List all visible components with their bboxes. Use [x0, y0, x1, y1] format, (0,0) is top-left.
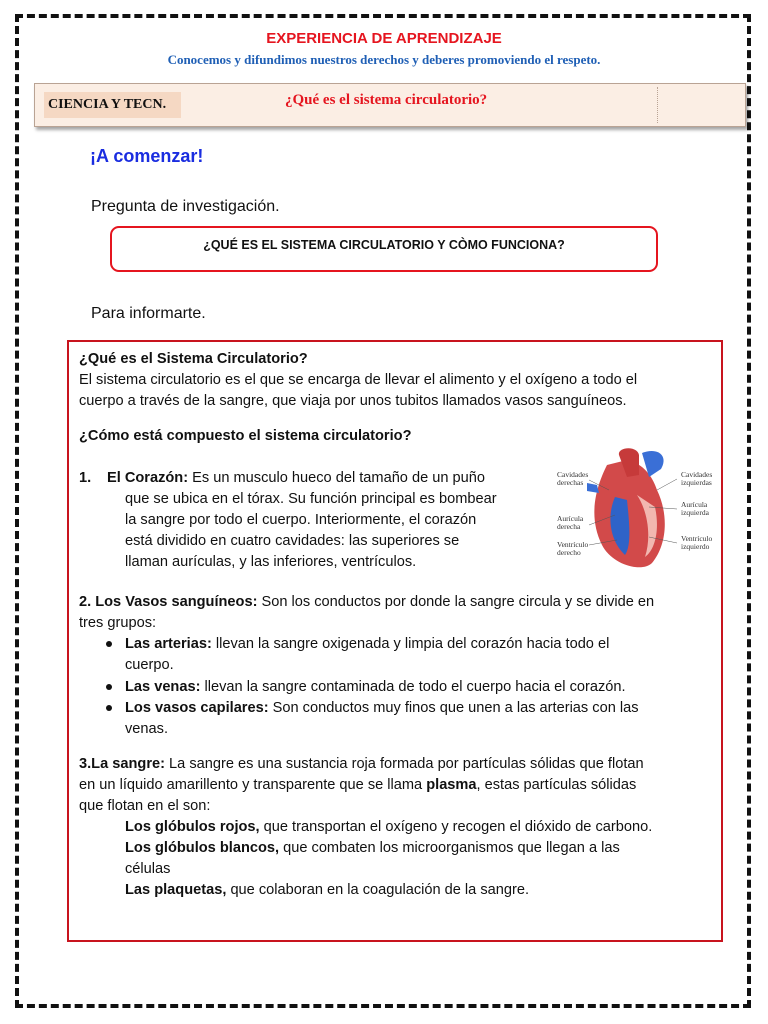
bullet-dot — [106, 705, 112, 711]
heart-label: Aurícula izquierda — [681, 500, 709, 517]
heart-label: Cavidades derechas — [557, 470, 589, 487]
list-item-capillaries — [125, 698, 639, 719]
section-number: 1. — [79, 470, 92, 486]
heart-label: Cavidades izquierdas — [681, 470, 713, 487]
list-item-text: cuerpo. — [125, 657, 174, 673]
blood-cell-text: que combaten los microorganismos que llegan a las — [279, 840, 620, 856]
section-blood-text: La sangre es una sustancia roja formada por partículas sólidas que flotan — [164, 756, 644, 772]
section-blood-line — [79, 754, 644, 775]
info-box — [67, 340, 723, 942]
blood-cell-red — [125, 817, 652, 838]
question-composition: ¿Cómo está compuesto el sistema circulatorio? — [79, 428, 412, 444]
question-what-is: ¿Qué es el Sistema Circulatorio? — [79, 351, 308, 367]
blood-cell-title: Los glóbulos blancos, — [125, 840, 280, 856]
paragraph-line: cuerpo a través de la sangre, que viaja por unos tubitos llamados vasos sanguíneos. — [79, 393, 627, 409]
blood-cell-title: Las plaquetas, — [125, 882, 227, 898]
section-heart-text: Es un musculo hueco del tamaño de un puño — [188, 470, 486, 486]
section-vessels-text: Son los conductos por donde la sangre circula y se divide en — [257, 594, 655, 610]
banner-divider — [657, 87, 658, 123]
page-subtitle: Conocemos y difundimos nuestros derechos y deberes promoviendo el respeto. — [167, 52, 601, 67]
list-item-title: Los vasos capilares: — [125, 700, 269, 716]
research-question-box: ¿QUÉ ES EL SISTEMA CIRCULATORIO Y CÒMO FUNCIONA? — [110, 226, 658, 272]
section-vessels-title: 2. Los Vasos sanguíneos: — [79, 594, 258, 610]
blood-cell-text: que transportan el oxígeno y recogen el dióxido de carbono. — [259, 819, 653, 835]
paragraph-line: El sistema circulatorio es el que se encarga de llevar el alimento y el oxígeno a todo el — [79, 372, 638, 388]
section-heart-title: El Corazón: — [107, 470, 189, 486]
list-item-arteries — [125, 634, 609, 655]
heart-label: Ventrículo derecho — [557, 540, 589, 557]
list-item-title: Las arterias: — [125, 636, 212, 652]
page-title: EXPERIENCIA DE APRENDIZAJE — [266, 30, 502, 47]
start-heading: ¡A comenzar! — [90, 146, 204, 166]
bullet-dot — [106, 684, 112, 690]
heart-diagram-image — [557, 445, 717, 575]
section-blood-title: 3.La sangre: — [79, 756, 165, 772]
plasma-term: plasma — [426, 777, 477, 793]
section-blood-text: en un líquido amarillento y transparente que se llama — [79, 777, 427, 793]
section-blood-line: que flotan en el son: — [79, 798, 211, 814]
list-item-text: llevan la sangre oxigenada y limpia del corazón hacia todo el — [211, 636, 610, 652]
list-item-text: venas. — [125, 721, 168, 737]
heart-label: Aurícula derecha — [557, 514, 584, 531]
heart-label: Ventrículo izquierdo — [681, 534, 713, 551]
research-label: Pregunta de investigación. — [91, 198, 280, 215]
subject-banner — [34, 83, 746, 127]
section-heart-line: que se ubica en el tórax. Su función principal es bombear — [125, 491, 497, 507]
blood-cell-text: células — [125, 861, 171, 877]
banner-question: ¿Qué es el sistema circulatorio? — [285, 92, 488, 108]
section-heart-line — [107, 468, 485, 489]
blood-cell-platelets — [125, 880, 529, 901]
list-item-text: Son conductos muy finos que unen a las arterias con las — [268, 700, 639, 716]
subject-tag: CIENCIA Y TECN. — [44, 92, 181, 118]
blood-cell-title: Los glóbulos rojos, — [125, 819, 260, 835]
section-heart-line: llaman aurículas, y las inferiores, ventrículos. — [125, 554, 417, 570]
blood-cell-white — [125, 838, 620, 859]
section-blood-text: , estas partículas sólidas — [476, 777, 637, 793]
section-blood-line — [79, 775, 636, 796]
section-vessels-line — [79, 592, 654, 613]
list-item-title: Las venas: — [125, 679, 201, 695]
list-item-text: llevan la sangre contaminada de todo el cuerpo hacia el corazón. — [200, 679, 626, 695]
section-heart-line: está dividido en cuatro cavidades: las superiores se — [125, 533, 460, 549]
info-label: Para informarte. — [91, 305, 206, 322]
section-vessels-line: tres grupos: — [79, 615, 157, 631]
blood-cell-text: que colaboran en la coagulación de la sangre. — [226, 882, 530, 898]
section-heart-line: la sangre por todo el cuerpo. Interiormente, el corazón — [125, 512, 477, 528]
bullet-dot — [106, 641, 112, 647]
list-item-veins — [125, 677, 626, 698]
